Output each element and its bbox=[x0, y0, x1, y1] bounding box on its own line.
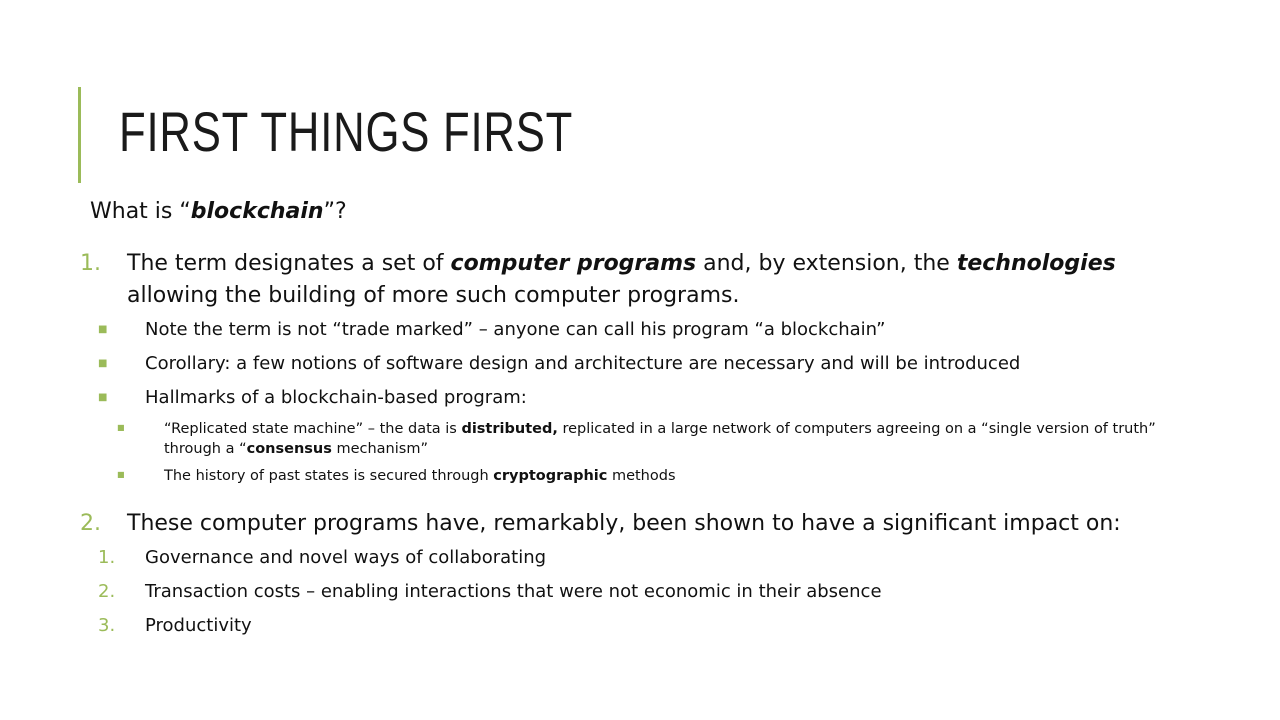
bullet-square-icon: ■ bbox=[98, 392, 108, 403]
point-1-text: The term designates a set of computer programs and, by extension, the technologies allowing the building of more such computer programs. bbox=[127, 251, 1116, 308]
point-1 bbox=[80, 248, 1200, 312]
list-item bbox=[117, 419, 1187, 459]
bullet-square-icon: ■ bbox=[117, 470, 125, 479]
bullet-square-icon: ■ bbox=[98, 358, 108, 369]
slide-title: FIRST THINGS FIRST bbox=[119, 100, 574, 163]
list-item: 2. Transaction costs – enabling interactions that were not economic in their absence bbox=[98, 581, 882, 602]
list-item: ■ Hallmarks of a blockchain-based program: bbox=[98, 387, 527, 408]
point-2 bbox=[80, 508, 1200, 540]
list-item bbox=[117, 466, 1187, 486]
bullet-square-icon: ■ bbox=[98, 324, 108, 335]
sub-bullet-replicated-state: “Replicated state machine” – the data is distributed, replicated in a large network of computers agreeing on a “single version of truth” through a “consensus mechanism” bbox=[164, 421, 1156, 457]
list-item: 3. Productivity bbox=[98, 615, 252, 636]
list-item: 1. Governance and novel ways of collaborating bbox=[98, 547, 547, 568]
bullet-square-icon: ■ bbox=[117, 423, 125, 432]
list-item: ■ Note the term is not “trade marked” – anyone can call his program “a blockchain” bbox=[98, 319, 886, 340]
list-item: ■ Corollary: a few notions of software design and architecture are necessary and will be introduced bbox=[98, 353, 1021, 374]
point-2-number: 2. bbox=[80, 511, 101, 536]
sub-bullet-history: The history of past states is secured through cryptographic methods bbox=[164, 468, 676, 484]
point-1-number: 1. bbox=[80, 251, 101, 276]
point-2-text: These computer programs have, remarkably, been shown to have a significant impact on: bbox=[127, 511, 1121, 536]
intro-term: blockchain bbox=[190, 199, 324, 224]
title-accent-bar bbox=[78, 87, 81, 183]
intro-question: What is “blockchain”? bbox=[90, 199, 347, 224]
